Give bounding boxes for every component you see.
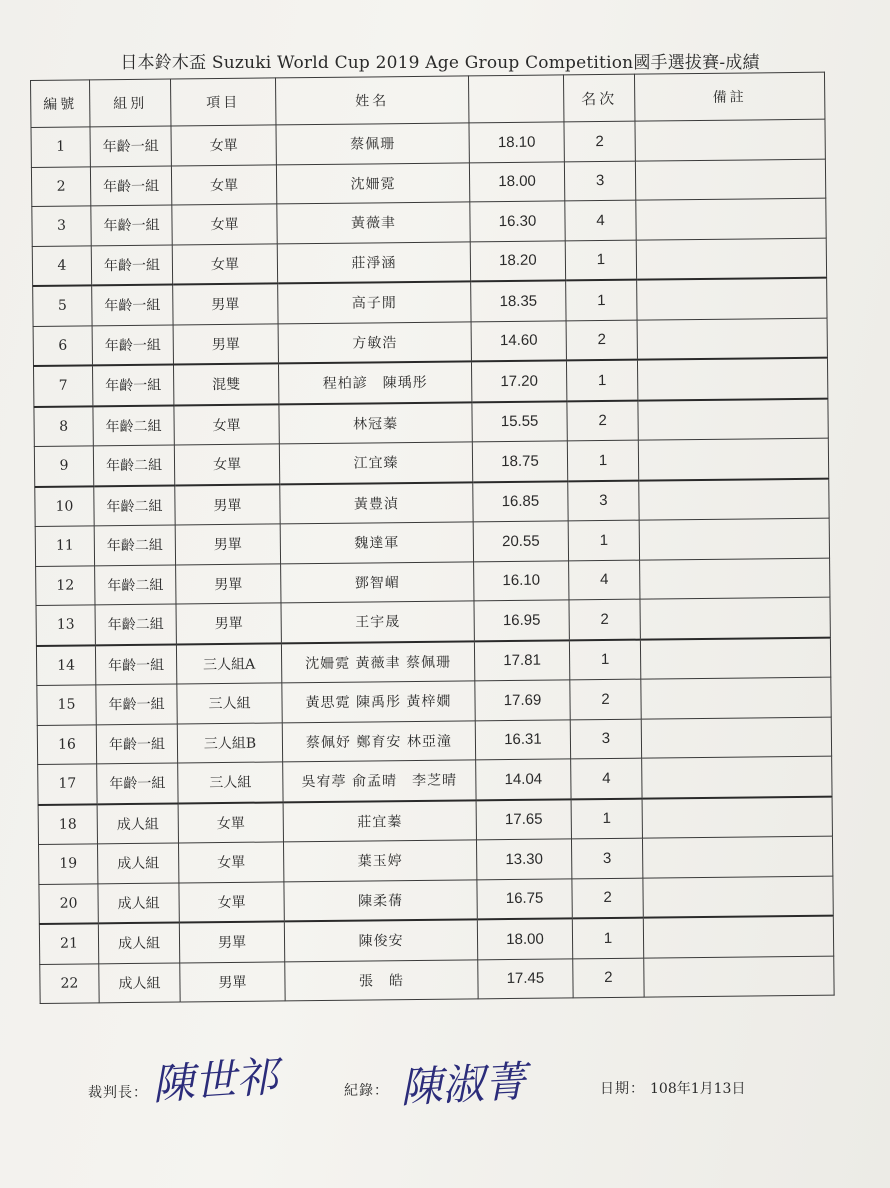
cell-rank: 1 (566, 360, 637, 401)
cell-item: 三人組 (178, 762, 283, 803)
cell-rank: 2 (570, 679, 641, 719)
cell-note (639, 478, 829, 520)
cell-name: 沈姍霓 黃薇聿 蔡佩珊 (281, 641, 474, 683)
cell-score: 17.20 (471, 360, 566, 401)
cell-name: 王宇晟 (281, 601, 474, 643)
cell-note (641, 717, 831, 758)
cell-note (643, 876, 833, 918)
cell-item: 男單 (179, 921, 284, 962)
cell-group: 年齡一組 (92, 325, 173, 366)
cell-item: 女單 (174, 404, 279, 445)
cell-rank: 1 (572, 918, 643, 959)
recorder-label: 紀錄： (344, 1083, 389, 1099)
cell-rank: 4 (571, 758, 642, 799)
cell-item: 三人組B (177, 722, 282, 763)
cell-item: 女單 (178, 802, 283, 843)
cell-group: 年齡二組 (94, 525, 175, 565)
cell-item: 女單 (178, 842, 283, 883)
cell-note (642, 836, 832, 877)
header-rank: 名次 (563, 74, 634, 122)
cell-note (636, 198, 826, 239)
cell-name: 黃豊湞 (280, 482, 473, 524)
cell-number: 1 (31, 127, 90, 167)
header-group: 組別 (90, 79, 171, 127)
cell-item: 女單 (179, 881, 284, 922)
cell-item: 女單 (172, 243, 277, 284)
cell-score: 17.65 (476, 799, 571, 840)
cell-item: 三人組 (177, 683, 282, 724)
cell-note (643, 916, 833, 958)
cell-number: 12 (36, 565, 95, 605)
cell-item: 女單 (171, 125, 276, 166)
cell-note (637, 318, 827, 360)
cell-number: 6 (33, 325, 92, 366)
cell-group: 年齡一組 (91, 245, 172, 286)
cell-number: 14 (36, 645, 95, 686)
cell-item: 女單 (171, 164, 276, 205)
cell-rank: 4 (569, 560, 640, 600)
cell-item: 男單 (173, 323, 278, 364)
cell-note (637, 358, 827, 400)
cell-number: 22 (40, 963, 99, 1003)
cell-score: 18.10 (469, 122, 564, 162)
cell-item: 男單 (175, 524, 280, 565)
header-name: 姓名 (275, 76, 468, 125)
cell-name: 葉玉婷 (283, 840, 476, 882)
cell-score: 14.60 (471, 320, 566, 361)
chief-referee-label: 裁判長： (88, 1085, 148, 1101)
cell-score: 15.55 (472, 401, 567, 442)
cell-number: 5 (33, 285, 92, 326)
table-header-row (31, 72, 825, 127)
cell-item: 男單 (173, 283, 278, 324)
cell-note (640, 558, 830, 599)
cell-rank: 1 (569, 639, 640, 680)
cell-group: 年齡二組 (93, 405, 174, 446)
cell-number: 11 (35, 526, 94, 566)
cell-number: 15 (37, 685, 96, 725)
cell-group: 年齡二組 (93, 445, 174, 486)
cell-score: 18.00 (469, 161, 564, 201)
cell-rank: 1 (567, 440, 638, 481)
cell-note (635, 159, 825, 200)
cell-note (639, 518, 829, 559)
cell-score: 17.69 (475, 680, 570, 720)
cell-note (635, 119, 825, 160)
cell-name: 鄧智嵋 (281, 561, 474, 603)
cell-note (640, 637, 830, 679)
cell-group: 年齡一組 (91, 205, 172, 245)
header-score (468, 75, 563, 123)
cell-number: 3 (32, 206, 91, 246)
cell-name: 黃思霓 陳禹彤 黃梓嫺 (282, 681, 475, 723)
cell-name: 陳俊安 (284, 919, 477, 961)
cell-number: 10 (35, 486, 94, 527)
cell-name: 蔡佩珊 (276, 123, 469, 165)
cell-name: 程柏諺 陳瑀彤 (278, 361, 471, 404)
cell-score: 16.95 (474, 600, 569, 641)
cell-rank: 3 (571, 838, 642, 878)
chief-referee-signature: 陳世祁 (150, 1051, 280, 1110)
results-table (30, 72, 835, 1004)
cell-score: 17.45 (478, 958, 573, 998)
cell-score: 18.20 (470, 240, 565, 281)
cell-group: 年齡一組 (96, 684, 177, 724)
cell-group: 年齡一組 (92, 365, 173, 406)
cell-item: 三人組A (176, 643, 281, 684)
cell-rank: 2 (569, 599, 640, 640)
cell-rank: 1 (566, 280, 637, 321)
cell-note (640, 597, 830, 639)
cell-rank: 2 (573, 958, 644, 998)
cell-score: 16.31 (475, 719, 570, 759)
cell-group: 成人組 (98, 882, 179, 923)
cell-rank: 2 (572, 878, 643, 919)
date-label: 日期： (600, 1081, 645, 1097)
cell-number: 18 (38, 804, 97, 845)
cell-number: 19 (39, 844, 98, 884)
cell-group: 年齡一組 (90, 126, 171, 166)
cell-note (638, 438, 828, 480)
cell-rank: 4 (565, 200, 636, 240)
cell-name: 張 皓 (285, 959, 478, 1001)
cell-rank: 3 (564, 161, 635, 201)
cell-number: 4 (32, 245, 91, 286)
cell-item: 混雙 (173, 363, 278, 405)
table-row (40, 956, 834, 1004)
cell-note (641, 677, 831, 718)
cell-rank: 2 (567, 400, 638, 441)
cell-group: 年齡二組 (94, 485, 175, 526)
footer (0, 1052, 890, 1172)
cell-name: 陳柔蒨 (284, 879, 477, 921)
cell-number: 9 (34, 446, 93, 487)
header-note: 備註 (634, 72, 824, 121)
cell-score: 16.30 (470, 201, 565, 241)
cell-item: 男單 (176, 603, 281, 644)
cell-rank: 2 (566, 320, 637, 361)
header-number: 編號 (31, 80, 90, 128)
cell-rank: 3 (570, 719, 641, 759)
cell-name: 林冠蓁 (279, 402, 472, 444)
cell-note (638, 398, 828, 440)
date-value: 108年1月13日 (650, 1081, 746, 1097)
cell-name: 沈姍霓 (276, 162, 469, 204)
cell-name: 方敏浩 (278, 321, 471, 363)
cell-item: 女單 (172, 204, 277, 245)
cell-rank: 2 (564, 121, 635, 161)
cell-score: 14.04 (476, 759, 571, 800)
cell-name: 黃薇聿 (277, 202, 470, 244)
cell-score: 16.75 (477, 878, 572, 919)
cell-number: 13 (36, 605, 95, 646)
cell-score: 18.75 (472, 441, 567, 482)
cell-group: 年齡一組 (97, 763, 178, 804)
cell-number: 7 (33, 365, 92, 406)
cell-group: 成人組 (98, 843, 179, 883)
cell-score: 16.85 (473, 481, 568, 522)
cell-group: 年齡二組 (95, 565, 176, 605)
cell-group: 成人組 (99, 962, 180, 1002)
header-item: 項目 (170, 78, 275, 126)
cell-item: 男單 (176, 563, 281, 604)
cell-score: 13.30 (476, 839, 571, 879)
cell-rank: 1 (565, 240, 636, 281)
cell-item: 女單 (174, 444, 279, 485)
document-title: 日本鈴木盃 Suzuki World Cup 2019 Age Group Competition國手選拔賽-成績 (120, 53, 760, 73)
cell-item: 男單 (175, 484, 280, 525)
cell-score: 17.81 (474, 640, 569, 681)
cell-number: 2 (31, 166, 90, 206)
cell-group: 年齡一組 (96, 723, 177, 763)
cell-rank: 1 (568, 520, 639, 560)
cell-note (642, 796, 832, 838)
cell-group: 年齡一組 (90, 166, 171, 206)
cell-name: 江宜臻 (279, 442, 472, 484)
cell-number: 8 (34, 406, 93, 447)
cell-number: 17 (38, 764, 97, 805)
cell-item: 男單 (180, 961, 285, 1002)
cell-number: 16 (37, 724, 96, 764)
cell-score: 18.00 (477, 918, 572, 959)
cell-score: 16.10 (474, 560, 569, 600)
table-body (31, 119, 834, 1003)
cell-rank: 3 (568, 480, 639, 521)
cell-name: 吳宥葶 俞孟晴 李芝晴 (283, 760, 476, 802)
cell-note (637, 278, 827, 320)
cell-group: 年齡一組 (95, 644, 176, 685)
cell-name: 蔡佩妤 鄭育安 林亞潼 (282, 720, 475, 762)
recorder-signature: 陳淑菁 (398, 1056, 528, 1113)
cell-group: 年齡二組 (95, 604, 176, 645)
cell-number: 21 (39, 923, 98, 964)
cell-group: 成人組 (97, 803, 178, 844)
cell-score: 20.55 (473, 521, 568, 561)
cell-name: 莊宜蓁 (283, 800, 476, 842)
cell-note (636, 238, 826, 280)
cell-rank: 1 (571, 798, 642, 839)
cell-number: 20 (39, 883, 98, 924)
cell-name: 魏達軍 (280, 522, 473, 564)
cell-name: 高子閒 (278, 281, 471, 323)
cell-note (644, 956, 834, 997)
cell-group: 年齡一組 (92, 285, 173, 326)
cell-name: 莊淨涵 (277, 241, 470, 283)
cell-score: 18.35 (471, 280, 566, 321)
cell-note (642, 756, 832, 798)
cell-group: 成人組 (98, 922, 179, 963)
